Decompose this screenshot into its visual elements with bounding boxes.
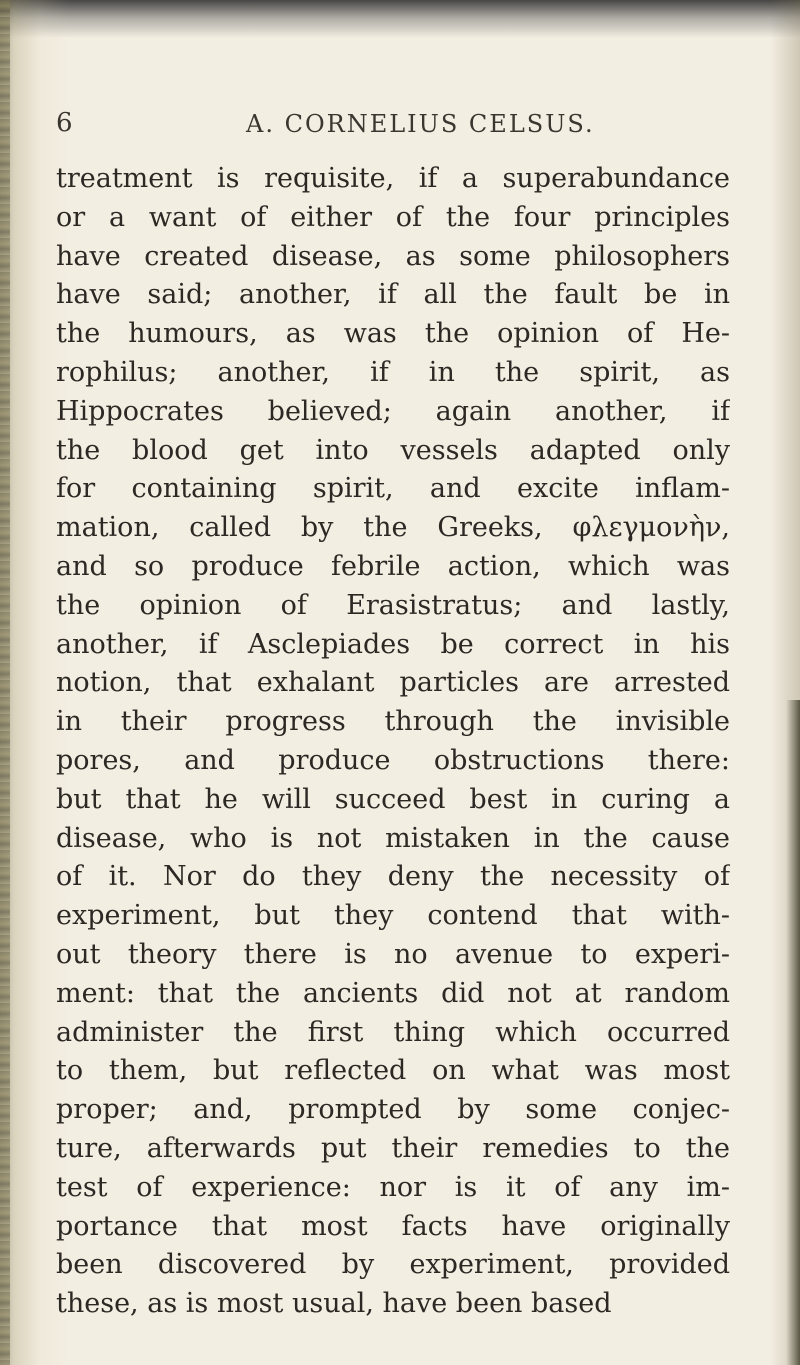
text-line: administer the first thing which occurred	[56, 1016, 730, 1048]
text-line: these, as is most usual, have been based	[56, 1288, 612, 1320]
text-line: portance that most facts have originally	[56, 1210, 730, 1242]
text-line: and so produce febrile action, which was	[56, 550, 730, 582]
text-line: another, if Asclepiades be correct in his	[56, 628, 730, 660]
text-line: test of experience: nor is it of any im-	[56, 1171, 730, 1203]
running-head: A. CORNELIUS CELSUS.	[246, 110, 595, 138]
page-header	[56, 108, 746, 148]
text-line: have created disease, as some philosophers	[56, 240, 730, 272]
text-line: the opinion of Erasistratus; and lastly,	[56, 589, 730, 621]
text-line: or a want of either of the four principles	[56, 201, 730, 233]
text-line: treatment is requisite, if a superabundance	[56, 163, 730, 194]
page-edge-shadow	[786, 700, 800, 1365]
text-line: ture, afterwards put their remedies to the	[56, 1132, 730, 1164]
binding-edge	[0, 0, 10, 1365]
text-line: rophilus; another, if in the spirit, as	[56, 356, 730, 388]
page-number: 6	[56, 108, 74, 138]
text-line: for containing spirit, and excite inflam-	[56, 473, 730, 505]
text-line: proper; and, prompted by some conjec-	[56, 1094, 730, 1126]
text-line: notion, that exhalant particles are arrested	[56, 667, 730, 699]
text-line: the humours, as was the opinion of He-	[56, 318, 730, 350]
text-line: disease, who is not mistaken in the cause	[56, 822, 730, 854]
text-line: but that he will succeed best in curing a	[56, 783, 730, 815]
text-line: Hippocrates believed; again another, if	[56, 395, 730, 427]
text-line: out theory there is no avenue to experi-	[56, 938, 730, 970]
text-line: pores, and produce obstructions there:	[56, 744, 730, 776]
body-text	[56, 160, 730, 1324]
text-line: experiment, but they contend that with-	[56, 900, 730, 932]
text-line: have said; another, if all the fault be in	[56, 279, 730, 311]
text-line: the blood get into vessels adapted only	[56, 434, 730, 466]
text-line: in their progress through the invisible	[56, 706, 730, 738]
text-line: to them, but reflected on what was most	[56, 1055, 730, 1087]
text-line: been discovered by experiment, provided	[56, 1249, 730, 1281]
text-line: of it. Nor do they deny the necessity of	[56, 861, 730, 893]
text-line: mation, called by the Greeks, φλεγμονὴν,	[56, 512, 730, 544]
text-line: ment: that the ancients did not at random	[56, 977, 730, 1009]
